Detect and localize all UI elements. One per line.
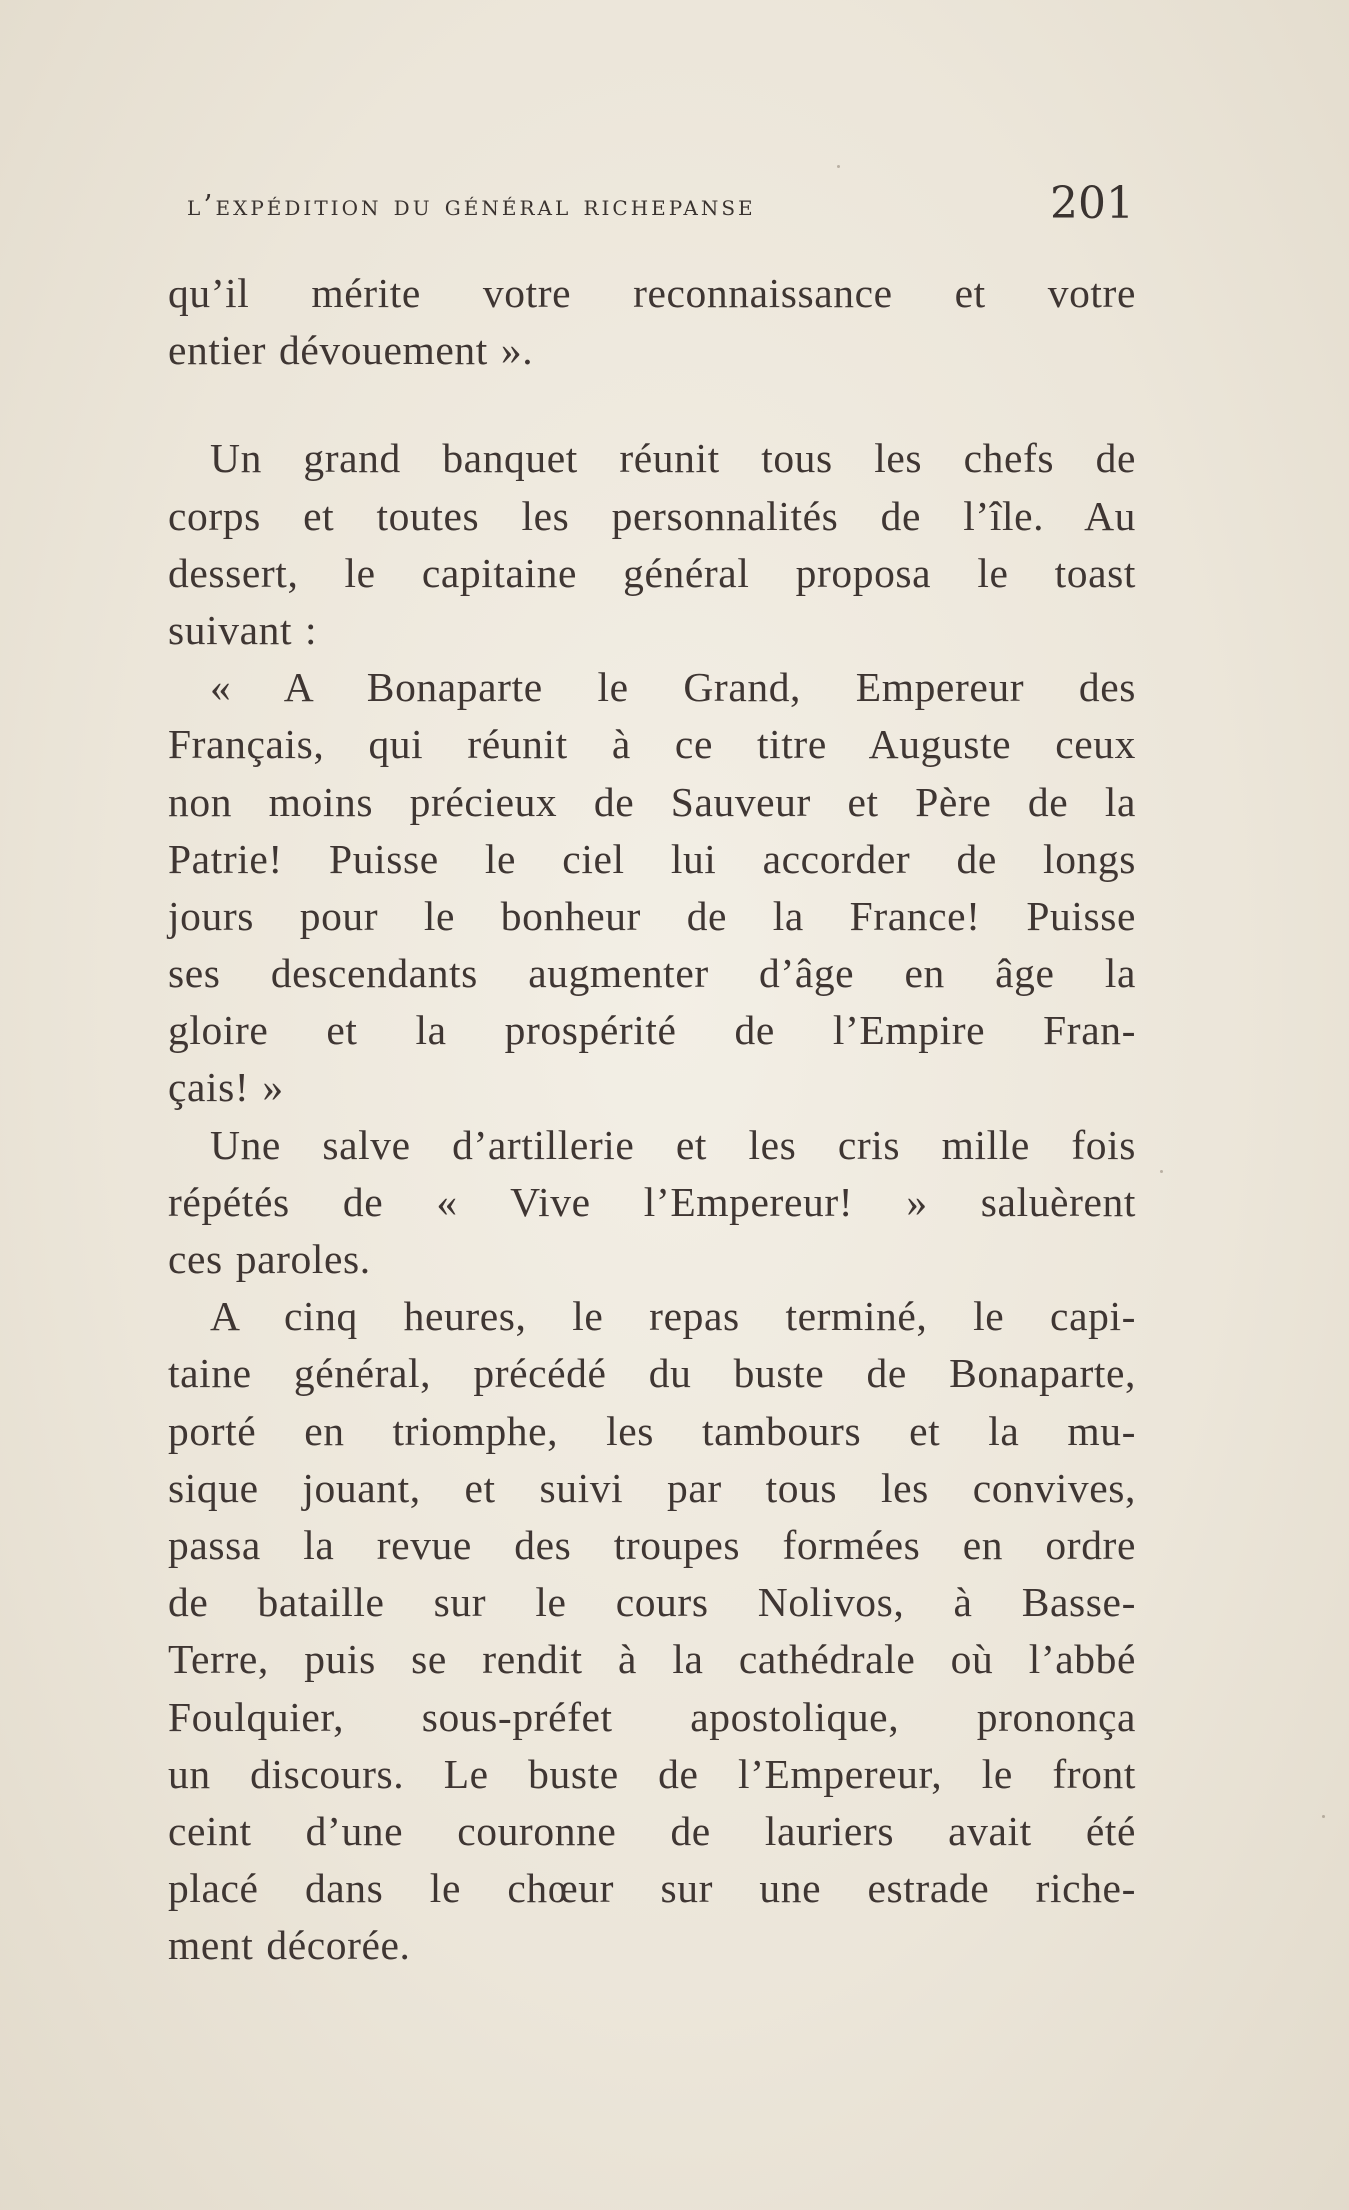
text-line: gloire et la prospérité de l’Empire Fran- [168, 1007, 1136, 1054]
text-line: de bataille sur le cours Nolivos, à Basse- [168, 1579, 1136, 1626]
text-line: dessert, le capitaine général proposa le toast [168, 549, 1136, 596]
text-line: A cinq heures, le repas terminé, le capi- [210, 1293, 1136, 1340]
text-line: passa la revue des troupes formées en ordre [168, 1521, 1136, 1568]
page-header [187, 178, 1134, 238]
text-line: ceint d’une couronne de lauriers avait été [168, 1807, 1136, 1854]
paper-speck [1322, 1815, 1325, 1818]
running-title: l’expédition du général richepanse [187, 188, 756, 222]
text-line: ses descendants augmenter d’âge en âge la [168, 950, 1136, 997]
page-number: 201 [1050, 178, 1134, 229]
paper-speck [1160, 1170, 1163, 1173]
text-line: porté en triomphe, les tambours et la mu- [168, 1407, 1136, 1454]
paragraph [168, 265, 1136, 379]
text-line: qu’il mérite votre reconnaissance et votre [168, 270, 1136, 316]
text-line: Foulquier, sous-préfet apostolique, prononça [168, 1693, 1136, 1740]
paragraph [168, 1288, 1136, 1974]
text-line: çais! » [168, 1064, 284, 1111]
paragraph-gap [168, 379, 1136, 430]
text-line: répétés de « Vive l’Empereur! » saluèrent [168, 1178, 1136, 1225]
text-line: taine général, précédé du buste de Bonaparte, [168, 1350, 1136, 1397]
text-line: Une salve d’artillerie et les cris mille fois [210, 1121, 1136, 1168]
text-line: un discours. Le buste de l’Empereur, le front [168, 1750, 1136, 1797]
paragraph [168, 1117, 1136, 1289]
text-line: « A Bonaparte le Grand, Empereur des [210, 664, 1136, 711]
text-line: suivant : [168, 606, 318, 653]
paper-speck [837, 165, 840, 168]
paragraph [168, 430, 1136, 659]
text-line: ces paroles. [168, 1236, 371, 1282]
text-line: Patrie! Puisse le ciel lui accorder de longs [168, 835, 1136, 882]
text-line: jours pour le bonheur de la France! Puisse [168, 892, 1136, 939]
body-text [168, 265, 1136, 1974]
text-line: placé dans le chœur sur une estrade riche- [168, 1865, 1136, 1912]
text-line: sique jouant, et suivi par tous les convives, [168, 1464, 1136, 1511]
paragraph [168, 659, 1136, 1117]
text-line: corps et toutes les personnalités de l’île. Au [168, 492, 1136, 539]
text-line: Un grand banquet réunit tous les chefs de [210, 435, 1136, 482]
text-line: non moins précieux de Sauveur et Père de la [168, 778, 1136, 825]
text-line: Terre, puis se rendit à la cathédrale où l’abbé [168, 1636, 1136, 1683]
text-line: ment décorée. [168, 1922, 411, 1969]
text-line: entier dévouement ». [168, 327, 534, 374]
text-line: Français, qui réunit à ce titre Auguste ceux [168, 721, 1136, 768]
